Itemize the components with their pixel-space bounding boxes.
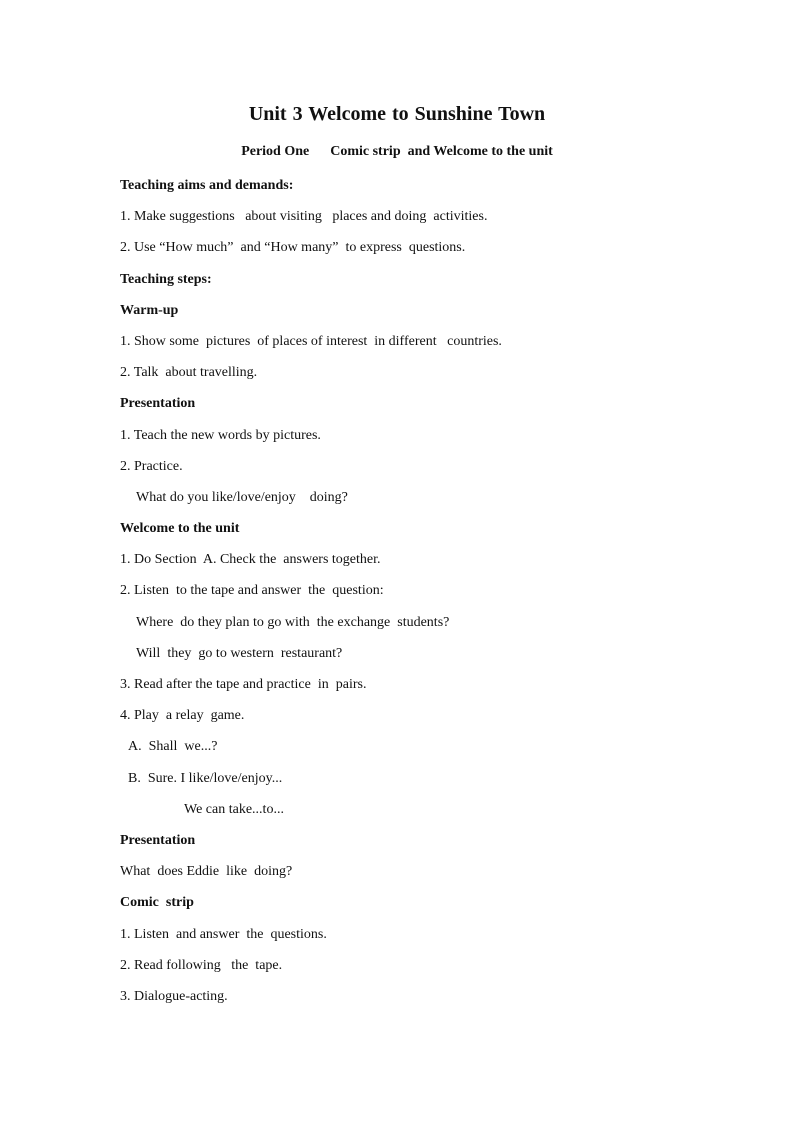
body-line: What do you like/love/enjoy doing? xyxy=(136,489,348,505)
section-heading: Comic strip xyxy=(120,895,194,911)
body-line: B. Sure. I like/love/enjoy... xyxy=(128,770,283,786)
body-line: 1. Make suggestions about visiting places and doing activities. xyxy=(120,209,488,225)
body-line: We can take...to... xyxy=(184,801,284,817)
body-line: 1. Teach the new words by pictures. xyxy=(120,427,321,443)
document-body xyxy=(120,170,760,1012)
body-line: A. Shall we...? xyxy=(128,739,218,755)
document-subtitle: Period One Comic strip and Welcome to the unit xyxy=(241,144,553,159)
body-line: What does Eddie like doing? xyxy=(120,864,293,880)
body-line: 3. Dialogue-acting. xyxy=(120,988,228,1004)
body-line: 2. Use “How much” and “How many” to express questions. xyxy=(120,240,466,256)
document-title: Unit 3 Welcome to Sunshine Town xyxy=(248,103,546,125)
body-line: 2. Talk about travelling. xyxy=(120,365,258,381)
body-line: 2. Practice. xyxy=(120,458,183,474)
section-heading: Welcome to the unit xyxy=(120,521,240,537)
body-line: 1. Show some pictures of places of interest in different countries. xyxy=(120,333,502,349)
section-heading: Teaching aims and demands: xyxy=(120,178,294,193)
section-heading: Teaching steps: xyxy=(120,271,212,287)
body-line: Will they go to western restaurant? xyxy=(136,645,343,661)
body-line: 4. Play a relay game. xyxy=(120,708,245,724)
section-heading: Warm-up xyxy=(120,302,179,318)
body-line: Where do they plan to go with the exchange students? xyxy=(136,614,450,630)
body-line: 2. Read following the tape. xyxy=(120,957,283,973)
section-heading: Presentation xyxy=(120,832,196,848)
body-line: 3. Read after the tape and practice in pairs. xyxy=(120,677,367,692)
body-line: 1. Listen and answer the questions. xyxy=(120,926,327,942)
body-line: 1. Do Section A. Check the answers together. xyxy=(120,552,381,568)
body-line: 2. Listen to the tape and answer the question: xyxy=(120,583,384,599)
section-heading: Presentation xyxy=(120,396,196,412)
